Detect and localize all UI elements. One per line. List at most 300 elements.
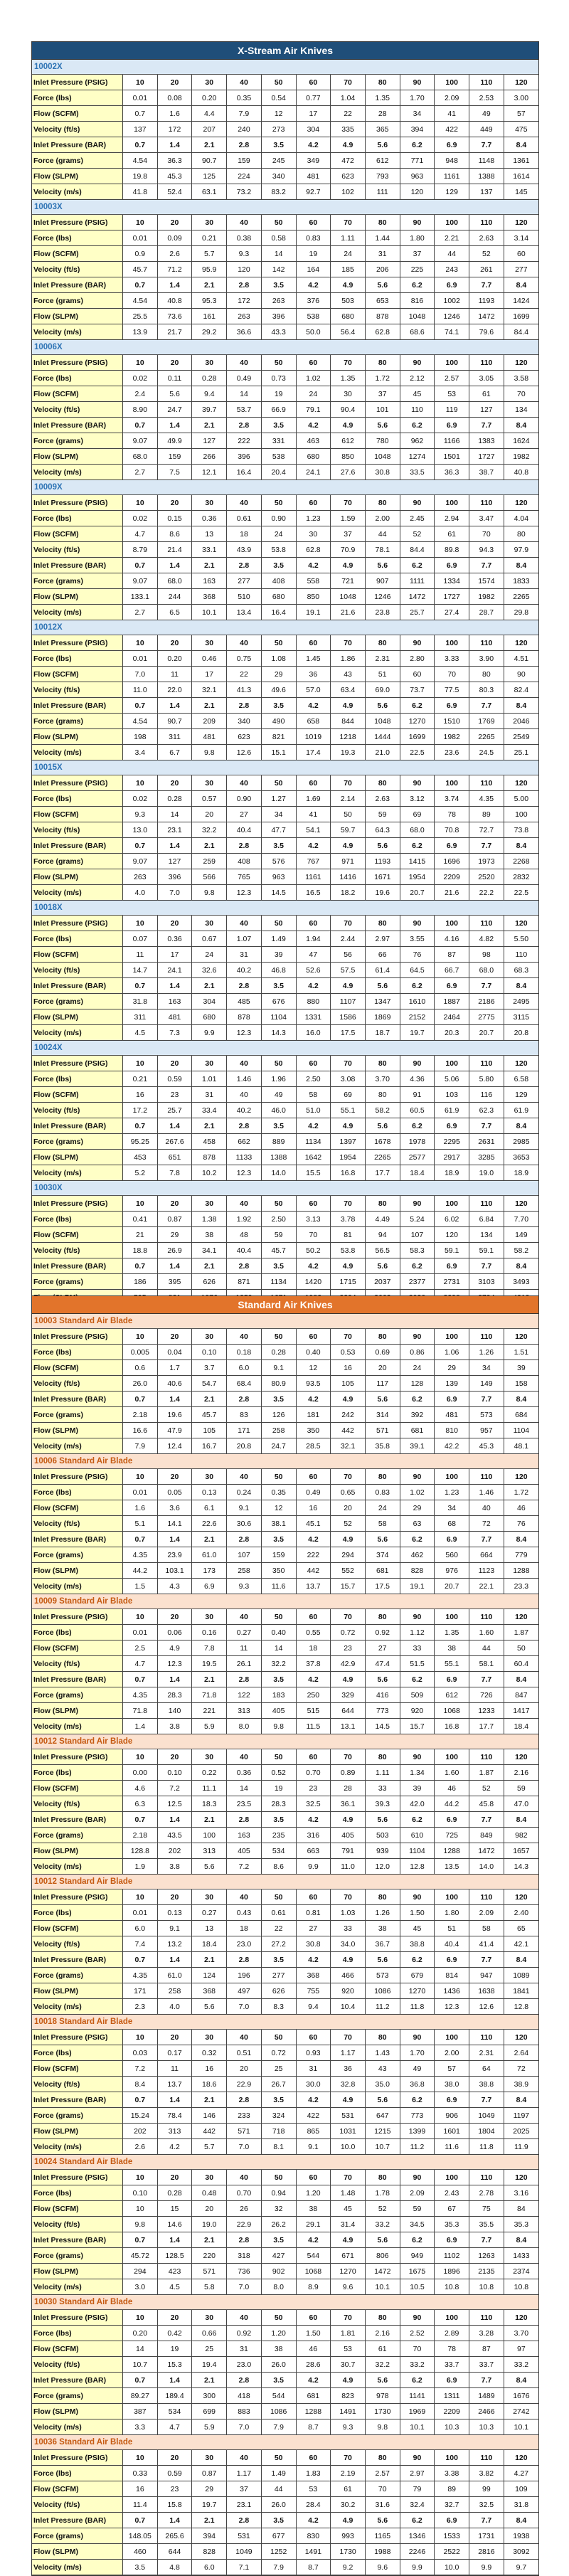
value-cell: 6.2 <box>400 1532 435 1547</box>
value-cell: 736 <box>227 2264 262 2279</box>
value-cell: 368 <box>192 589 227 605</box>
value-cell: 8.0 <box>261 2279 296 2295</box>
value-cell: 0.24 <box>227 1485 262 1500</box>
value-cell: 1.4 <box>157 1812 192 1828</box>
value-cell: 331 <box>261 433 296 449</box>
value-cell: 68.0 <box>123 449 158 465</box>
value-cell: 0.02 <box>123 371 158 386</box>
value-cell: 2.1 <box>192 1392 227 1407</box>
value-cell: 163 <box>227 1828 262 1843</box>
value-cell: 4.9 <box>331 137 366 153</box>
value-cell: 183 <box>261 1687 296 1703</box>
row-label: Force (grams) <box>32 573 123 589</box>
value-cell: 20 <box>157 1749 192 1765</box>
value-cell: 1134 <box>296 1134 331 1150</box>
value-cell: 907 <box>365 573 400 589</box>
value-cell: 5.6 <box>365 2092 400 2108</box>
force-lbs-row <box>32 2326 538 2341</box>
value-cell: 531 <box>331 2108 366 2124</box>
value-cell: 0.11 <box>157 371 192 386</box>
value-cell: 1.51 <box>504 1345 538 1360</box>
value-cell: 50 <box>261 2310 296 2326</box>
value-cell: 1954 <box>400 869 435 885</box>
value-cell: 847 <box>504 1687 538 1703</box>
value-cell: 44 <box>261 2481 296 2497</box>
value-cell: 878 <box>227 1009 262 1025</box>
value-cell: 10 <box>123 1196 158 1212</box>
value-cell: 73.2 <box>227 184 262 200</box>
value-cell: 0.27 <box>192 1905 227 1921</box>
model-title: 10030 Standard Air Blade <box>32 2295 538 2310</box>
value-cell: 40 <box>227 1087 262 1103</box>
value-cell: 0.7 <box>123 698 158 714</box>
value-cell: 32.7 <box>435 2497 469 2513</box>
value-cell: 15.24 <box>123 2108 158 2124</box>
value-cell: 1.4 <box>157 2232 192 2248</box>
value-cell: 11.8 <box>400 1999 435 2015</box>
value-cell: 33 <box>400 1641 435 1656</box>
value-cell: 53.8 <box>261 542 296 558</box>
value-cell: 28.3 <box>261 1796 296 1812</box>
value-cell: 103.1 <box>157 1563 192 1579</box>
flow-slpm-row <box>32 1563 538 1579</box>
flow-slpm-row <box>32 169 538 184</box>
value-cell: 61.4 <box>365 963 400 978</box>
value-cell: 0.7 <box>123 2232 158 2248</box>
value-cell: 2.7 <box>123 465 158 480</box>
value-cell: 36.3 <box>157 153 192 169</box>
value-cell: 2.44 <box>331 931 366 947</box>
value-cell: 116 <box>469 1087 504 1103</box>
value-cell: 110 <box>504 947 538 963</box>
value-cell: 1.23 <box>296 511 331 526</box>
value-cell: 726 <box>469 1687 504 1703</box>
value-cell: 68.0 <box>469 963 504 978</box>
value-cell: 7.0 <box>227 2279 262 2295</box>
force-grams-row <box>32 2108 538 2124</box>
row-label: Force (grams) <box>32 153 123 169</box>
value-cell: 30 <box>192 1469 227 1485</box>
value-cell: 20 <box>157 2030 192 2045</box>
row-label: Force (lbs) <box>32 651 123 667</box>
row-label: Inlet Pressure (PSIG) <box>32 1329 123 1345</box>
value-cell: 50 <box>261 1469 296 1485</box>
value-cell: 5.6 <box>365 1258 400 1274</box>
value-cell: 1.4 <box>157 838 192 854</box>
velocity-ms-row <box>32 324 538 340</box>
inlet-pressure-bar-row <box>32 1532 538 1547</box>
value-cell: 0.7 <box>123 277 158 293</box>
value-cell: 2377 <box>400 1274 435 1290</box>
value-cell: 80 <box>365 2170 400 2185</box>
value-cell: 773 <box>400 2108 435 2124</box>
value-cell: 40.8 <box>504 465 538 480</box>
value-cell: 1642 <box>296 1150 331 1165</box>
value-cell: 9.9 <box>192 1025 227 1041</box>
value-cell: 3.70 <box>365 1071 400 1087</box>
row-label: Inlet Pressure (PSIG) <box>32 75 123 90</box>
value-cell: 408 <box>227 854 262 869</box>
value-cell: 658 <box>296 714 331 729</box>
value-cell: 13.7 <box>296 1579 331 1594</box>
value-cell: 39.7 <box>192 402 227 418</box>
value-cell: 18.8 <box>123 1243 158 1258</box>
value-cell: 110 <box>469 1469 504 1485</box>
value-cell: 17.4 <box>296 745 331 760</box>
value-cell: 13 <box>192 526 227 542</box>
value-cell: 1.26 <box>469 1345 504 1360</box>
value-cell: 62.3 <box>469 1103 504 1118</box>
row-label: Force (grams) <box>32 2248 123 2264</box>
value-cell: 3.5 <box>261 838 296 854</box>
value-cell: 222 <box>296 1547 331 1563</box>
value-cell: 1.02 <box>296 371 331 386</box>
value-cell: 90 <box>400 775 435 791</box>
value-cell: 70 <box>331 2310 366 2326</box>
value-cell: 1444 <box>365 729 400 745</box>
value-cell: 26.1 <box>227 1656 262 1672</box>
value-cell: 5.6 <box>365 2373 400 2388</box>
value-cell: 558 <box>296 573 331 589</box>
velocity-ms-row <box>32 885 538 901</box>
value-cell: 51 <box>435 1921 469 1936</box>
value-cell: 3.78 <box>331 1212 366 1227</box>
value-cell: 110 <box>469 215 504 230</box>
flow-slpm-row <box>32 449 538 465</box>
row-label: Inlet Pressure (PSIG) <box>32 495 123 511</box>
value-cell: 24.1 <box>157 963 192 978</box>
value-cell: 463 <box>296 433 331 449</box>
value-cell: 1.96 <box>261 1071 296 1087</box>
value-cell: 8.4 <box>504 1392 538 1407</box>
value-cell: 100 <box>435 1329 469 1345</box>
inlet-pressure-bar-row <box>32 2232 538 2248</box>
value-cell: 1104 <box>504 1423 538 1438</box>
value-cell: 68 <box>435 1516 469 1532</box>
value-cell: 90 <box>400 1056 435 1071</box>
value-cell: 1.17 <box>331 2045 366 2061</box>
value-cell: 277 <box>261 1968 296 1983</box>
value-cell: 0.13 <box>157 1905 192 1921</box>
value-cell: 7.8 <box>157 1165 192 1181</box>
value-cell: 40 <box>227 1196 262 1212</box>
value-cell: 1727 <box>435 589 469 605</box>
value-cell: 47.0 <box>504 1796 538 1812</box>
row-label: Inlet Pressure (BAR) <box>32 698 123 714</box>
value-cell: 22.5 <box>400 745 435 760</box>
value-cell: 0.86 <box>400 1345 435 1360</box>
value-cell: 18 <box>227 526 262 542</box>
value-cell: 8.4 <box>504 2232 538 2248</box>
value-cell: 0.48 <box>192 2185 227 2201</box>
force-grams-row <box>32 433 538 449</box>
value-cell: 5.00 <box>504 791 538 807</box>
value-cell: 80 <box>365 2030 400 2045</box>
row-label: Force (grams) <box>32 1274 123 1290</box>
value-cell: 374 <box>365 1547 400 1563</box>
row-label: Velocity (m/s) <box>32 2279 123 2295</box>
value-cell: 1.23 <box>435 1485 469 1500</box>
value-cell: 40.2 <box>227 963 262 978</box>
value-cell: 2.09 <box>469 1905 504 1921</box>
value-cell: 60 <box>296 1329 331 1345</box>
value-cell: 560 <box>435 1547 469 1563</box>
value-cell: 1982 <box>435 729 469 745</box>
value-cell: 3.14 <box>504 230 538 246</box>
value-cell: 0.72 <box>261 2045 296 2061</box>
performance-table <box>32 2310 538 2435</box>
value-cell: 1270 <box>331 2264 366 2279</box>
value-cell: 1675 <box>400 2264 435 2279</box>
value-cell: 6.9 <box>435 1952 469 1968</box>
value-cell: 8.4 <box>504 978 538 994</box>
inlet-pressure-psig-row <box>32 1196 538 1212</box>
value-cell: 14 <box>261 246 296 262</box>
value-cell: 3.5 <box>261 1952 296 1968</box>
model-section <box>32 760 538 901</box>
value-cell: 17 <box>157 947 192 963</box>
value-cell: 50 <box>261 355 296 371</box>
row-label: Force (grams) <box>32 2388 123 2404</box>
flow-scfm-row <box>32 386 538 402</box>
value-cell: 1.26 <box>365 1905 400 1921</box>
value-cell: 1.35 <box>435 1625 469 1641</box>
value-cell: 2816 <box>469 2544 504 2560</box>
value-cell: 0.21 <box>192 230 227 246</box>
value-cell: 1491 <box>331 2404 366 2419</box>
value-cell: 1215 <box>365 2124 400 2139</box>
value-cell: 60 <box>400 667 435 682</box>
value-cell: 1715 <box>331 1274 366 1290</box>
value-cell: 1.27 <box>261 791 296 807</box>
value-cell: 4.8 <box>157 2560 192 2575</box>
value-cell: 10.5 <box>400 2279 435 2295</box>
value-cell: 4.36 <box>400 1071 435 1087</box>
row-label: Velocity (m/s) <box>32 324 123 340</box>
value-cell: 0.00 <box>123 1765 158 1781</box>
value-cell: 30.0 <box>296 2077 331 2092</box>
value-cell: 34 <box>400 106 435 122</box>
value-cell: 2832 <box>504 869 538 885</box>
value-cell: 449 <box>469 122 504 137</box>
value-cell: 1.4 <box>157 2373 192 2388</box>
value-cell: 2.94 <box>435 511 469 526</box>
value-cell: 0.18 <box>227 1345 262 1360</box>
value-cell: 1657 <box>504 1843 538 1859</box>
value-cell: 3.5 <box>261 2373 296 2388</box>
value-cell: 21.6 <box>331 605 366 620</box>
value-cell: 1696 <box>435 854 469 869</box>
value-cell: 133.1 <box>123 589 158 605</box>
value-cell: 18 <box>296 1641 331 1656</box>
value-cell: 3.5 <box>261 1392 296 1407</box>
value-cell: 20 <box>157 215 192 230</box>
value-cell: 51.0 <box>296 1103 331 1118</box>
flow-scfm-row <box>32 1227 538 1243</box>
row-label: Inlet Pressure (BAR) <box>32 2513 123 2528</box>
value-cell: 47.9 <box>157 1423 192 1438</box>
value-cell: 90 <box>400 1329 435 1345</box>
value-cell: 19.3 <box>331 745 366 760</box>
value-cell: 1731 <box>469 2528 504 2544</box>
value-cell: 8.6 <box>261 1859 296 1875</box>
value-cell: 6.0 <box>123 1921 158 1936</box>
value-cell: 34 <box>469 1360 504 1376</box>
value-cell: 31 <box>227 947 262 963</box>
model-section <box>32 340 538 480</box>
value-cell: 15 <box>157 2201 192 2217</box>
value-cell: 120 <box>400 184 435 200</box>
value-cell: 1624 <box>504 433 538 449</box>
value-cell: 664 <box>469 1547 504 1563</box>
value-cell: 0.90 <box>227 791 262 807</box>
value-cell: 7.2 <box>123 2061 158 2077</box>
value-cell: 36.1 <box>331 1796 366 1812</box>
value-cell: 25.5 <box>123 309 158 324</box>
inlet-pressure-psig-row <box>32 1889 538 1905</box>
value-cell: 571 <box>365 1423 400 1438</box>
value-cell: 0.04 <box>157 1345 192 1360</box>
value-cell: 368 <box>296 1968 331 1983</box>
value-cell: 8.4 <box>504 698 538 714</box>
row-label: Velocity (ft/s) <box>32 2357 123 2373</box>
value-cell: 30.6 <box>227 1516 262 1532</box>
performance-table <box>32 1469 538 1594</box>
value-cell: 4.2 <box>296 2513 331 2528</box>
value-cell: 4.2 <box>296 137 331 153</box>
value-cell: 10 <box>123 775 158 791</box>
inlet-pressure-bar-row <box>32 1952 538 1968</box>
force-grams-row <box>32 994 538 1009</box>
value-cell: 30 <box>192 495 227 511</box>
value-cell: 3092 <box>504 2544 538 2560</box>
value-cell: 2.1 <box>192 1672 227 1687</box>
row-label: Inlet Pressure (BAR) <box>32 137 123 153</box>
value-cell: 6.7 <box>157 745 192 760</box>
value-cell: 60 <box>296 2310 331 2326</box>
value-cell: 9.07 <box>123 854 158 869</box>
value-cell: 442 <box>192 2124 227 2139</box>
value-cell: 26.7 <box>261 2077 296 2092</box>
value-cell: 129 <box>504 1087 538 1103</box>
value-cell: 0.41 <box>123 1212 158 1227</box>
value-cell: 120 <box>504 215 538 230</box>
value-cell: 11 <box>157 667 192 682</box>
value-cell: 2.7 <box>123 605 158 620</box>
value-cell: 30.2 <box>331 2497 366 2513</box>
value-cell: 2.5 <box>123 1641 158 1656</box>
value-cell: 11.8 <box>469 2139 504 2155</box>
value-cell: 38.8 <box>400 1936 435 1952</box>
value-cell: 5.80 <box>469 1071 504 1087</box>
row-label: Velocity (m/s) <box>32 1999 123 2015</box>
value-cell: 51.5 <box>400 1656 435 1672</box>
value-cell: 6.2 <box>400 838 435 854</box>
value-cell: 1586 <box>331 1009 366 1025</box>
value-cell: 405 <box>261 1703 296 1719</box>
value-cell: 481 <box>192 729 227 745</box>
flow-scfm-row <box>32 246 538 262</box>
value-cell: 32.6 <box>192 963 227 978</box>
performance-table <box>32 2170 538 2295</box>
value-cell: 10 <box>123 1329 158 1345</box>
force-lbs-row <box>32 1345 538 1360</box>
value-cell: 6.9 <box>435 2232 469 2248</box>
value-cell: 0.33 <box>123 2466 158 2481</box>
value-cell: 100 <box>435 1196 469 1212</box>
value-cell: 24.1 <box>296 465 331 480</box>
value-cell: 5.6 <box>192 1859 227 1875</box>
value-cell: 6.9 <box>435 1118 469 1134</box>
value-cell: 140 <box>157 1703 192 1719</box>
value-cell: 60 <box>296 355 331 371</box>
value-cell: 120 <box>504 635 538 651</box>
value-cell: 920 <box>400 1703 435 1719</box>
value-cell: 38.1 <box>261 1516 296 1532</box>
value-cell: 54.1 <box>296 822 331 838</box>
value-cell: 68.0 <box>400 822 435 838</box>
value-cell: 142 <box>261 262 296 277</box>
row-label: Velocity (ft/s) <box>32 1656 123 1672</box>
value-cell: 90.4 <box>331 402 366 418</box>
value-cell: 98 <box>469 947 504 963</box>
value-cell: 58.3 <box>400 1243 435 1258</box>
value-cell: 50 <box>261 1889 296 1905</box>
row-label: Flow (SCFM) <box>32 1360 123 1376</box>
value-cell: 42.0 <box>400 1796 435 1812</box>
velocity-ms-row <box>32 2419 538 2435</box>
value-cell: 64.3 <box>365 822 400 838</box>
value-cell: 70 <box>469 526 504 542</box>
value-cell: 50 <box>261 916 296 931</box>
value-cell: 7.7 <box>469 1258 504 1274</box>
value-cell: 10.1 <box>192 605 227 620</box>
value-cell: 265.6 <box>157 2528 192 2544</box>
value-cell: 20 <box>157 75 192 90</box>
value-cell: 1.4 <box>157 978 192 994</box>
value-cell: 263 <box>123 869 158 885</box>
value-cell: 5.6 <box>365 698 400 714</box>
model-title: 10030X <box>32 1181 538 1196</box>
value-cell: 0.7 <box>123 1258 158 1274</box>
value-cell: 0.66 <box>192 2326 227 2341</box>
value-cell: 30 <box>192 1609 227 1625</box>
value-cell: 365 <box>365 122 400 137</box>
value-cell: 1068 <box>435 1703 469 1719</box>
value-cell: 2.52 <box>400 2326 435 2341</box>
value-cell: 202 <box>157 1843 192 1859</box>
value-cell: 137 <box>123 122 158 137</box>
value-cell: 20 <box>157 2310 192 2326</box>
value-cell: 313 <box>157 2124 192 2139</box>
value-cell: 8.4 <box>504 2373 538 2388</box>
value-cell: 100 <box>435 916 469 931</box>
value-cell: 1347 <box>365 994 400 1009</box>
value-cell: 80 <box>365 1196 400 1212</box>
row-label: Inlet Pressure (PSIG) <box>32 2450 123 2466</box>
value-cell: 2.8 <box>227 2092 262 2108</box>
value-cell: 316 <box>296 1828 331 1843</box>
value-cell: 27.6 <box>331 465 366 480</box>
value-cell: 6.2 <box>400 1672 435 1687</box>
value-cell: 15.7 <box>331 1579 366 1594</box>
value-cell: 4.49 <box>365 1212 400 1227</box>
value-cell: 10 <box>123 2450 158 2466</box>
value-cell: 80 <box>365 1087 400 1103</box>
value-cell: 3.7 <box>192 1360 227 1376</box>
model-title: 10018 Standard Air Blade <box>32 2015 538 2030</box>
value-cell: 3.58 <box>504 371 538 386</box>
